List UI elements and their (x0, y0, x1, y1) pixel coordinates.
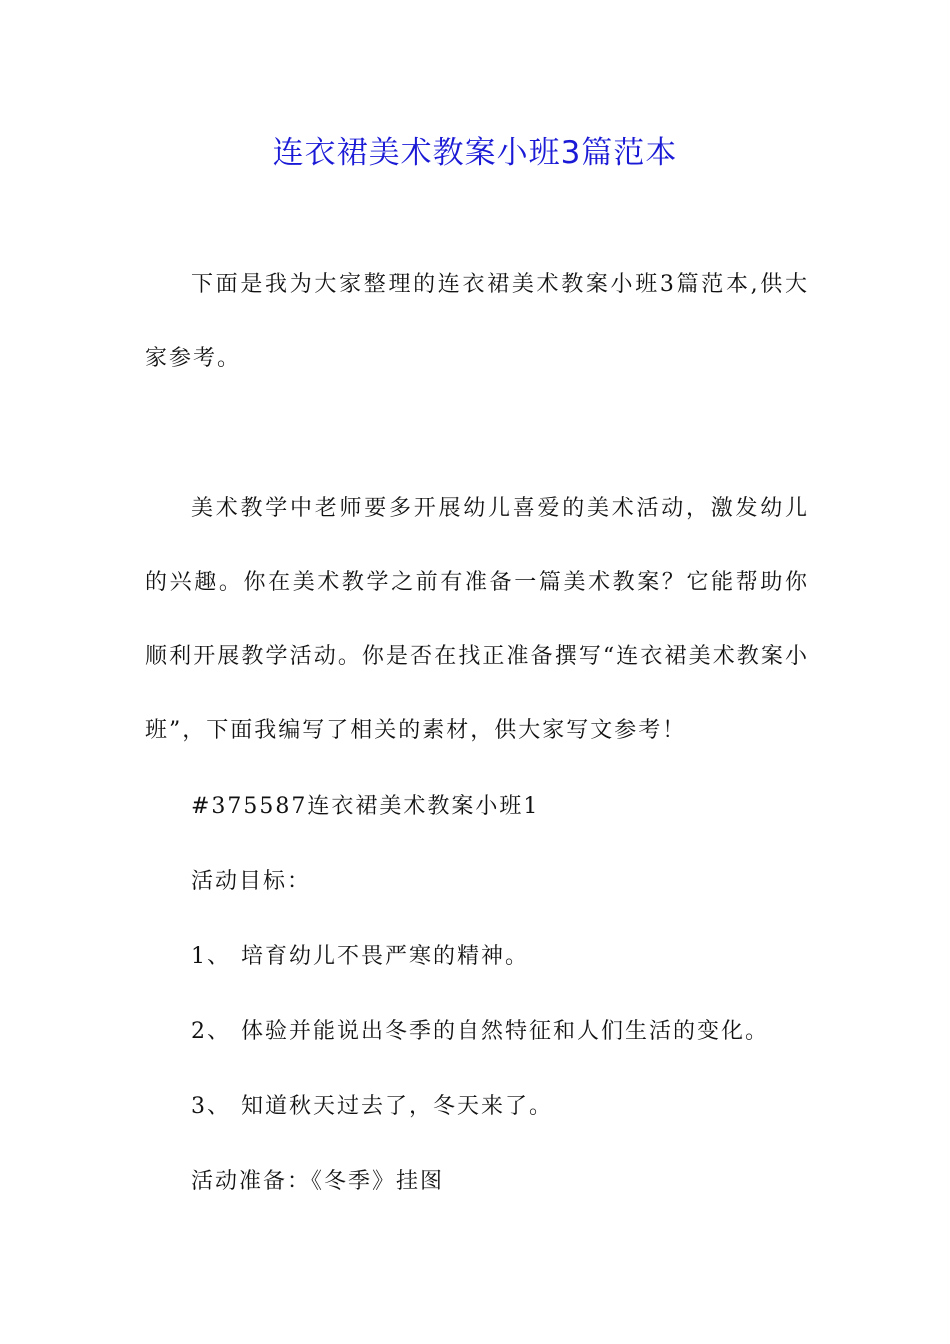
goal-item (191, 1017, 769, 1047)
section-heading: #375587连衣裙美术教案小班1 (191, 794, 540, 819)
goal-item (191, 1092, 553, 1122)
goal-number: 3、 (191, 1094, 231, 1119)
body-paragraph: 美术教学中老师要多开展幼儿喜爱的美术活动，激发幼儿的兴趣。你在美术教学之前有准备一篇美术教案？它能帮助你顺利开展教学活动。你是否在找正准备撰写“连衣裙美术教案小班”，下面我编写了相关的素材，供大家写文参考！ (145, 496, 809, 743)
preparation-line: 活动准备：《冬季》挂图 (191, 1169, 445, 1194)
goal-text: 体验并能说出冬季的自然特征和人们生活的变化。 (241, 1019, 770, 1044)
intro-paragraph: 下面是我为大家整理的连衣裙美术教案小班3篇范本,供大家参考。 (145, 272, 809, 371)
goal-text: 知道秋天过去了，冬天来了。 (241, 1094, 554, 1119)
goals-label: 活动目标： (191, 869, 312, 894)
goal-item (191, 942, 529, 972)
goal-text: 培育幼儿不畏严寒的精神。 (241, 944, 530, 969)
document-title: 连衣裙美术教案小班3篇范本 (272, 135, 678, 171)
goal-number: 2、 (191, 1019, 231, 1044)
goal-number: 1、 (191, 944, 231, 969)
